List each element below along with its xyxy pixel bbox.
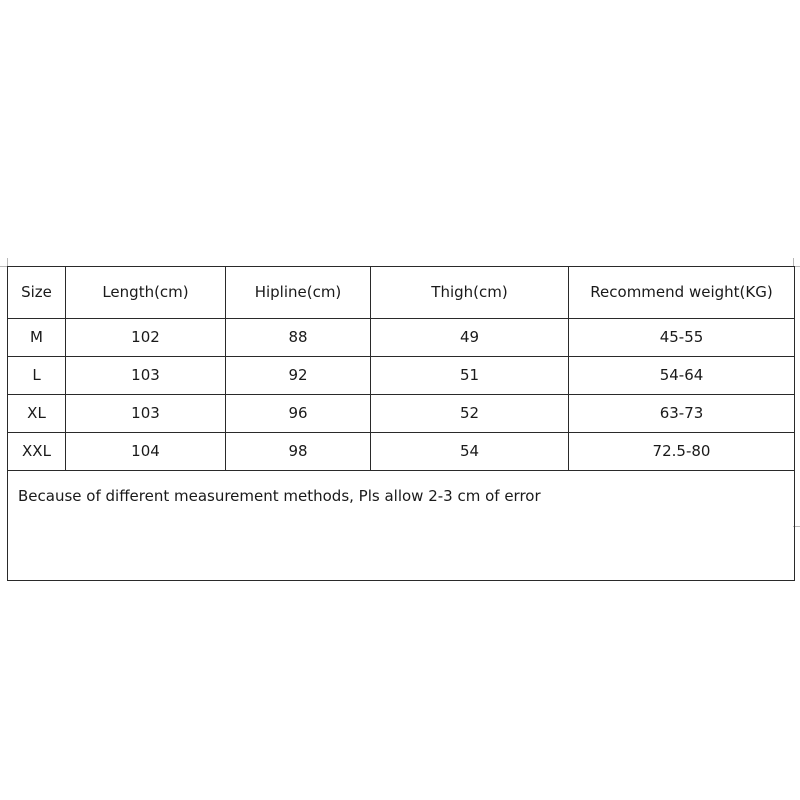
cell-thigh: 54 — [371, 433, 569, 471]
header-hipline: Hipline(cm) — [226, 267, 371, 319]
table-row — [8, 357, 795, 395]
size-chart-table — [7, 266, 795, 581]
cell-length: 103 — [66, 395, 226, 433]
cell-length: 104 — [66, 433, 226, 471]
table-header-row — [8, 267, 795, 319]
cell-thigh: 52 — [371, 395, 569, 433]
cell-length: 103 — [66, 357, 226, 395]
cell-hipline: 88 — [226, 319, 371, 357]
cell-weight: 45-55 — [569, 319, 795, 357]
measurement-note: Because of different measurement methods, Pls allow 2-3 cm of error — [8, 471, 795, 581]
table-row — [8, 395, 795, 433]
cell-size: XL — [8, 395, 66, 433]
cell-thigh: 49 — [371, 319, 569, 357]
header-length: Length(cm) — [66, 267, 226, 319]
cell-weight: 63-73 — [569, 395, 795, 433]
table-row — [8, 319, 795, 357]
cell-hipline: 96 — [226, 395, 371, 433]
cell-size: M — [8, 319, 66, 357]
cell-thigh: 51 — [371, 357, 569, 395]
cell-length: 102 — [66, 319, 226, 357]
cell-hipline: 98 — [226, 433, 371, 471]
table-note-row — [8, 471, 795, 581]
cell-hipline: 92 — [226, 357, 371, 395]
header-recommend-weight: Recommend weight(KG) — [569, 267, 795, 319]
cell-weight: 72.5-80 — [569, 433, 795, 471]
cell-size: L — [8, 357, 66, 395]
cell-size: XXL — [8, 433, 66, 471]
cell-weight: 54-64 — [569, 357, 795, 395]
header-size: Size — [8, 267, 66, 319]
header-thigh: Thigh(cm) — [371, 267, 569, 319]
table-row — [8, 433, 795, 471]
